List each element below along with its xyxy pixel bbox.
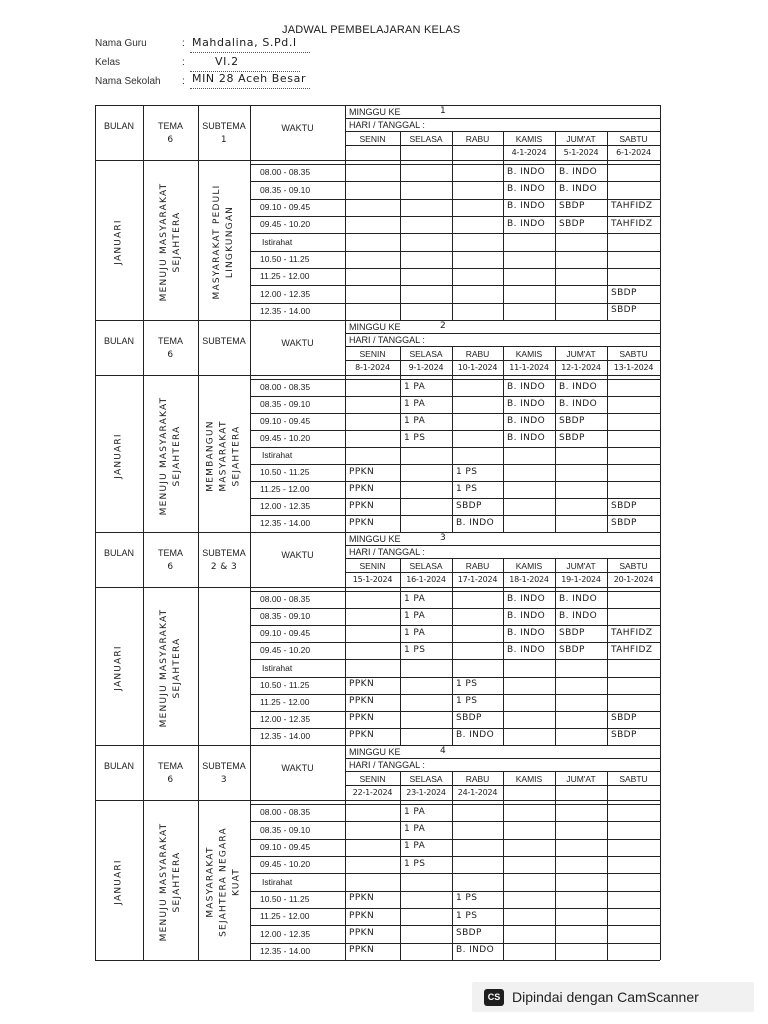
day-header: SABTU bbox=[619, 349, 648, 359]
break-label: Istirahat bbox=[262, 236, 293, 247]
subject-cell: B. INDO bbox=[456, 517, 495, 528]
time-slot: 09.10 - 09.45 bbox=[260, 416, 311, 426]
subject-cell: B. INDO bbox=[507, 166, 546, 177]
header-hari: HARI / TANGGAL : bbox=[349, 120, 425, 130]
time-slot: 12.00 - 12.35 bbox=[260, 501, 311, 511]
subject-cell: SBDP bbox=[559, 627, 585, 638]
day-header: SELASA bbox=[409, 774, 443, 784]
day-header: RABU bbox=[465, 134, 490, 144]
subject-cell: PPKN bbox=[349, 483, 375, 494]
subject-cell: B. INDO bbox=[559, 184, 598, 194]
week-block bbox=[95, 105, 660, 320]
subject-cell: B. INDO bbox=[507, 381, 546, 392]
day-header: RABU bbox=[465, 774, 490, 784]
subject-cell: SBDP bbox=[611, 713, 637, 724]
week-block bbox=[95, 745, 660, 960]
camscanner-watermark bbox=[472, 982, 754, 1012]
info-sekolah-colon: : bbox=[182, 76, 185, 87]
tema-number: 6 bbox=[167, 135, 174, 145]
day-date: 13-1-2024 bbox=[613, 363, 654, 372]
header-bulan: BULAN bbox=[103, 761, 134, 771]
day-header: SELASA bbox=[409, 134, 443, 144]
time-slot: 09.45 - 10.20 bbox=[260, 645, 311, 656]
day-date: 10-1-2024 bbox=[457, 363, 498, 372]
subject-cell: SBDP bbox=[456, 928, 482, 938]
minggu-number: 4 bbox=[440, 746, 447, 756]
bulan-vertical: JANUARI bbox=[113, 432, 124, 479]
time-slot: 12.00 - 12.35 bbox=[260, 928, 311, 939]
subject-cell: B. INDO bbox=[507, 627, 546, 638]
day-header: KAMIS bbox=[515, 774, 543, 784]
day-header: KAMIS bbox=[515, 349, 543, 359]
subject-cell: 1 PS bbox=[456, 910, 478, 921]
subject-cell: PPKN bbox=[349, 679, 375, 690]
time-slot: 10.50 - 11.25 bbox=[260, 679, 310, 690]
time-slot: 12.35 - 14.00 bbox=[260, 518, 311, 528]
time-slot: 08.35 - 09.10 bbox=[260, 184, 311, 195]
subject-cell: B. INDO bbox=[507, 593, 546, 604]
subject-cell: B. INDO bbox=[507, 398, 546, 409]
subject-cell: 1 PA bbox=[404, 841, 426, 852]
camscanner-text: Dipindai dengan CamScanner bbox=[512, 989, 699, 1005]
day-header: SENIN bbox=[359, 561, 386, 571]
time-slot: 12.35 - 14.00 bbox=[260, 945, 311, 956]
subject-cell: TAHFIDZ bbox=[611, 218, 653, 229]
day-date: 9-1-2024 bbox=[408, 363, 444, 372]
info-guru-colon: : bbox=[182, 38, 185, 49]
subject-cell: SBDP bbox=[611, 500, 637, 511]
subject-cell: TAHFIDZ bbox=[611, 644, 653, 655]
time-slot: 12.35 - 14.00 bbox=[260, 730, 311, 741]
break-label: Istirahat bbox=[262, 876, 293, 887]
day-header: SELASA bbox=[409, 349, 443, 359]
header-hari: HARI / TANGGAL : bbox=[349, 547, 425, 557]
subject-cell: SBDP bbox=[611, 730, 637, 741]
break-label: Istirahat bbox=[262, 450, 293, 460]
header-tema: TEMA bbox=[157, 121, 183, 131]
day-header: RABU bbox=[465, 561, 490, 571]
subject-cell: PPKN bbox=[349, 500, 375, 511]
subject-cell: 1 PA bbox=[404, 610, 426, 621]
subject-cell: TAHFIDZ bbox=[611, 201, 653, 212]
time-slot: 09.45 - 10.20 bbox=[260, 219, 311, 230]
header-waktu: WAKTU bbox=[281, 763, 314, 773]
tema-name-vertical: MENUJU MASYARAKAT SEJAHTERA bbox=[159, 396, 182, 515]
header-subtema: SUBTEMA bbox=[202, 336, 246, 346]
subject-cell: B. INDO bbox=[507, 432, 546, 443]
day-date: 20-1-2024 bbox=[613, 575, 654, 584]
subject-cell: PPKN bbox=[349, 696, 375, 707]
subject-cell: PPKN bbox=[349, 893, 375, 904]
subject-cell: 1 PA bbox=[404, 415, 426, 426]
subject-cell: 1 PS bbox=[456, 893, 478, 904]
subject-cell: 1 PS bbox=[456, 466, 478, 477]
tema-name-vertical: MENUJU MASYARAKAT SEJAHTERA bbox=[159, 608, 182, 728]
day-date: 6-1-2024 bbox=[616, 148, 651, 157]
time-slot: 11.25 - 12.00 bbox=[260, 911, 310, 922]
day-header: KAMIS bbox=[515, 561, 543, 571]
tema-number: 6 bbox=[167, 775, 174, 785]
day-date: 18-1-2024 bbox=[509, 575, 549, 584]
time-slot: 10.50 - 11.25 bbox=[260, 467, 310, 477]
header-subtema: SUBTEMA bbox=[202, 121, 246, 131]
time-slot: 12.35 - 14.00 bbox=[260, 305, 311, 316]
subject-cell: PPKN bbox=[349, 517, 375, 528]
subject-cell: B. INDO bbox=[507, 610, 546, 621]
subject-cell: B. INDO bbox=[507, 415, 546, 426]
time-slot: 08.35 - 09.10 bbox=[260, 611, 311, 622]
time-slot: 08.35 - 09.10 bbox=[260, 399, 311, 409]
info-kelas-value: VI.2 bbox=[215, 55, 239, 68]
subject-cell: B. INDO bbox=[456, 730, 495, 741]
header-waktu: WAKTU bbox=[281, 123, 314, 133]
info-kelas-colon: : bbox=[182, 57, 185, 68]
day-header: SABTU bbox=[619, 774, 648, 784]
time-slot: 08.00 - 08.35 bbox=[260, 167, 311, 178]
time-slot: 11.25 - 12.00 bbox=[260, 696, 310, 707]
subject-cell: 1 PS bbox=[404, 858, 426, 869]
day-date: 5-1-2024 bbox=[563, 148, 599, 157]
header-tema: TEMA bbox=[157, 336, 183, 346]
header-bulan: BULAN bbox=[103, 336, 134, 346]
subject-cell: 1 PA bbox=[404, 381, 426, 392]
day-date: 15-1-2024 bbox=[352, 575, 393, 584]
subject-cell: B. INDO bbox=[559, 166, 598, 177]
day-date: 22-1-2024 bbox=[352, 788, 393, 797]
subtema-name-vertical: MASYARAKAT PEDULI LINGKUNGAN bbox=[212, 184, 235, 300]
day-date: 8-1-2024 bbox=[355, 363, 390, 372]
subject-cell: B. INDO bbox=[507, 184, 546, 194]
subject-cell: SBDP bbox=[611, 288, 637, 298]
day-date: 16-1-2024 bbox=[406, 575, 446, 584]
header-tema: TEMA bbox=[157, 761, 183, 771]
header-bulan: BULAN bbox=[103, 548, 134, 558]
subject-cell: SBDP bbox=[611, 305, 637, 316]
header-minggu: MINGGU KE bbox=[349, 107, 401, 117]
subject-cell: SBDP bbox=[559, 201, 585, 212]
header-minggu: MINGGU KE bbox=[349, 534, 401, 544]
subject-cell: 1 PA bbox=[404, 593, 426, 604]
header-subtema: SUBTEMA bbox=[202, 761, 246, 771]
subject-cell: PPKN bbox=[349, 910, 375, 921]
subject-cell: 1 PS bbox=[456, 679, 478, 690]
day-header: SENIN bbox=[359, 349, 386, 359]
tema-number: 6 bbox=[167, 562, 174, 572]
subject-cell: SBDP bbox=[559, 644, 585, 655]
subject-cell: 1 PS bbox=[404, 644, 426, 655]
subject-cell: 1 PA bbox=[404, 398, 426, 409]
subject-cell: B. INDO bbox=[559, 593, 598, 604]
time-slot: 11.25 - 12.00 bbox=[260, 271, 310, 282]
day-header: RABU bbox=[465, 349, 490, 359]
time-slot: 08.35 - 09.10 bbox=[260, 824, 311, 835]
day-header: JUM'AT bbox=[566, 774, 596, 784]
subject-cell: SBDP bbox=[559, 415, 585, 426]
subject-cell: PPKN bbox=[349, 466, 375, 477]
camscanner-logo-icon: CS bbox=[484, 989, 504, 1006]
subject-cell: PPKN bbox=[349, 945, 375, 956]
subject-cell: 1 PS bbox=[456, 696, 478, 707]
day-header: SENIN bbox=[359, 774, 386, 784]
subject-cell: SBDP bbox=[611, 517, 637, 528]
subject-cell: 1 PA bbox=[404, 806, 426, 817]
subject-cell: 1 PA bbox=[404, 824, 426, 834]
subtema-name-vertical: MASYARAKAT SEJAHTERA NEGARA KUAT bbox=[205, 827, 242, 937]
subtema-number: 1 bbox=[220, 135, 228, 145]
info-guru-label: Nama Guru bbox=[95, 38, 147, 49]
day-header: SABTU bbox=[619, 561, 648, 571]
tema-name-vertical: MENUJU MASYARAKAT SEJAHTERA bbox=[159, 822, 182, 942]
time-slot: 09.10 - 09.45 bbox=[260, 628, 311, 639]
minggu-number: 2 bbox=[440, 321, 447, 331]
day-header: SABTU bbox=[619, 134, 648, 144]
subject-cell: PPKN bbox=[349, 928, 375, 938]
header-hari: HARI / TANGGAL : bbox=[349, 335, 425, 345]
header-minggu: MINGGU KE bbox=[349, 747, 401, 757]
subtema-number: 3 bbox=[220, 775, 228, 785]
time-slot: 10.50 - 11.25 bbox=[260, 253, 310, 264]
time-slot: 09.45 - 10.20 bbox=[260, 433, 311, 443]
time-slot: 09.45 - 10.20 bbox=[260, 859, 311, 870]
time-slot: 09.10 - 09.45 bbox=[260, 841, 311, 852]
subject-cell: PPKN bbox=[349, 730, 375, 741]
subtema-number: 2 & 3 bbox=[210, 562, 238, 572]
subject-cell: SBDP bbox=[559, 218, 585, 229]
info-kelas-label: Kelas bbox=[95, 57, 121, 68]
subject-cell: PPKN bbox=[349, 713, 375, 724]
document-title: JADWAL PEMBELAJARAN KELAS bbox=[282, 24, 461, 36]
subject-cell: 1 PS bbox=[456, 483, 478, 494]
day-date: 17-1-2024 bbox=[457, 575, 498, 584]
day-header: SELASA bbox=[409, 561, 443, 571]
bulan-vertical: JANUARI bbox=[113, 219, 124, 265]
info-sekolah-value: MIN 28 Aceh Besar bbox=[192, 72, 307, 85]
day-header: SENIN bbox=[359, 134, 386, 144]
day-header: KAMIS bbox=[515, 134, 543, 144]
week-block bbox=[95, 532, 660, 745]
day-header: JUM'AT bbox=[566, 561, 596, 571]
day-date: 11-1-2024 bbox=[509, 363, 549, 372]
time-slot: 10.50 - 11.25 bbox=[260, 893, 310, 904]
bulan-vertical: JANUARI bbox=[113, 645, 124, 691]
header-subtema: SUBTEMA bbox=[202, 548, 246, 558]
day-header: JUM'AT bbox=[566, 134, 596, 144]
time-slot: 09.10 - 09.45 bbox=[260, 201, 311, 212]
tema-name-vertical: MENUJU MASYARAKAT SEJAHTERA bbox=[159, 182, 182, 302]
info-guru-value: Mahdalina, S.Pd.I bbox=[192, 36, 297, 49]
header-hari: HARI / TANGGAL : bbox=[349, 760, 425, 770]
subject-cell: B. INDO bbox=[559, 398, 598, 409]
subject-cell: SBDP bbox=[456, 500, 482, 511]
subtema-name-vertical: MEMBANGUN MASYARAKAT SEJAHTERA bbox=[205, 419, 242, 492]
subject-cell: B. INDO bbox=[559, 381, 598, 392]
info-sekolah-label: Nama Sekolah bbox=[95, 76, 161, 87]
header-minggu: MINGGU KE bbox=[349, 322, 401, 332]
bulan-vertical: JANUARI bbox=[113, 859, 124, 905]
subject-cell: B. INDO bbox=[507, 201, 546, 212]
time-slot: 08.00 - 08.35 bbox=[260, 807, 311, 818]
subject-cell: B. INDO bbox=[507, 644, 546, 655]
day-date: 23-1-2024 bbox=[406, 788, 446, 797]
subject-cell: B. INDO bbox=[559, 610, 598, 621]
subject-cell: 1 PS bbox=[404, 432, 426, 443]
subject-cell: B. INDO bbox=[456, 945, 495, 956]
time-slot: 12.00 - 12.35 bbox=[260, 713, 311, 724]
header-bulan: BULAN bbox=[103, 121, 134, 131]
week-block bbox=[95, 320, 660, 532]
minggu-number: 3 bbox=[440, 533, 447, 543]
header-tema: TEMA bbox=[157, 548, 183, 558]
subject-cell: B. INDO bbox=[507, 218, 546, 229]
day-header: JUM'AT bbox=[566, 349, 596, 359]
day-date: 24-1-2024 bbox=[457, 788, 498, 797]
day-date: 4-1-2024 bbox=[511, 148, 547, 157]
subject-cell: SBDP bbox=[559, 432, 585, 443]
subject-cell: TAHFIDZ bbox=[611, 627, 653, 638]
header-waktu: WAKTU bbox=[281, 550, 314, 560]
time-slot: 08.00 - 08.35 bbox=[260, 382, 311, 392]
time-slot: 12.00 - 12.35 bbox=[260, 288, 311, 299]
subject-cell: SBDP bbox=[456, 713, 482, 724]
day-date: 19-1-2024 bbox=[561, 575, 601, 584]
minggu-number: 1 bbox=[440, 106, 447, 116]
time-slot: 11.25 - 12.00 bbox=[260, 484, 310, 494]
header-waktu: WAKTU bbox=[281, 338, 314, 348]
break-label: Istirahat bbox=[262, 662, 293, 673]
tema-number: 6 bbox=[167, 350, 174, 360]
day-date: 12-1-2024 bbox=[561, 363, 601, 372]
subject-cell: 1 PA bbox=[404, 627, 426, 638]
time-slot: 08.00 - 08.35 bbox=[260, 594, 311, 605]
